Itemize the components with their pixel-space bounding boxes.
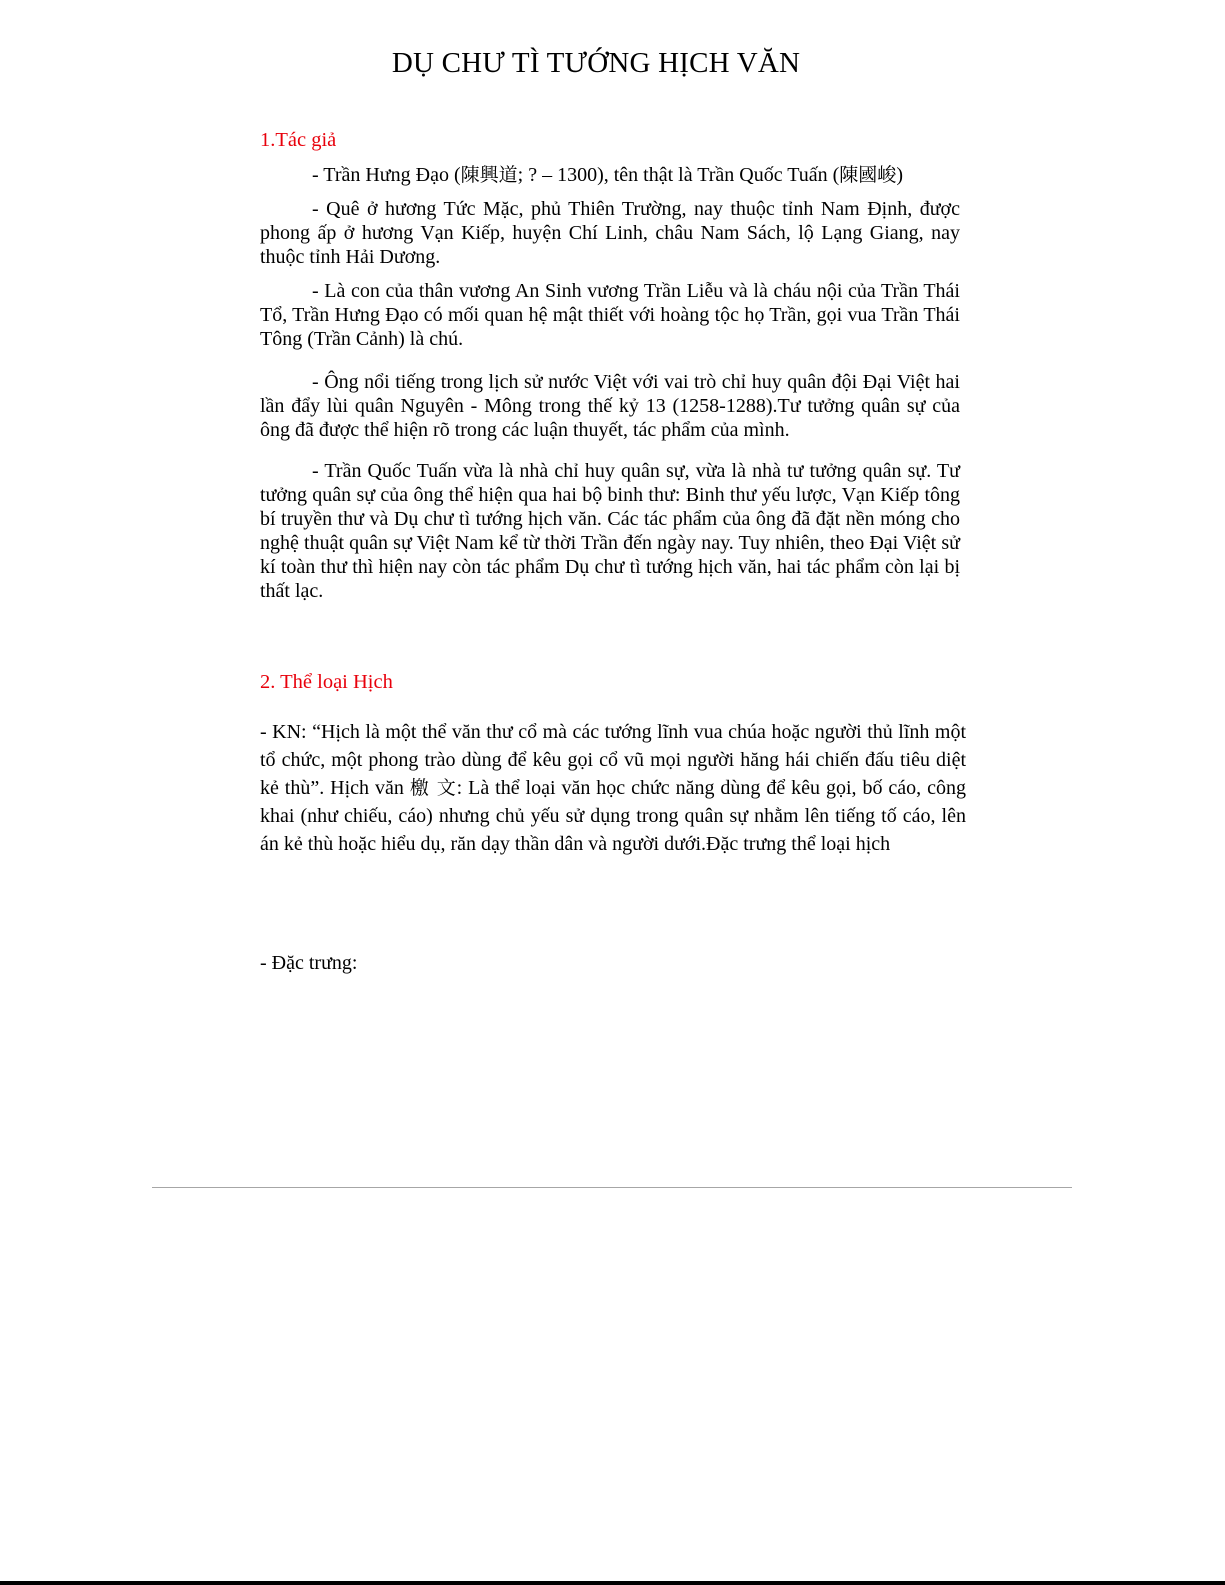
author-name-line — [260, 162, 1032, 188]
definition-paragraph — [260, 718, 966, 858]
hometown-paragraph: - Quê ở hương Tức Mặc, phủ Thiên Trường, nay thuộc tỉnh Nam Định, được phong ấp ở hương Vạn Kiếp, huyện Chí Linh, châu Nam Sách, lộ Lạng Giang, nay thuộc tỉnh Hải Dương. — [260, 198, 960, 268]
military-fame-paragraph: - Ông nổi tiếng trong lịch sử nước Việt với vai trò chỉ huy quân đội Đại Việt hai lần đẩy lùi quân Nguyên - Mông trong thế kỷ 13 (1258-1288).Tư tưởng quân sự của ông đã được thể hiện rõ trong các luận thuyết, tác phẩm của mình. — [260, 371, 960, 441]
definition-text-continued: : Là thể loại văn học chức năng dùng để kêu gọi, bố cáo, công khai (như chiếu, cáo) nhưng chủ yếu sử dụng trong quân sự nhằm lên tiếng tố cáo, lên án kẻ thù hoặc hiểu dụ, răn dạy thần dân và người dưới.Đặc trưng thể loại hịch — [260, 777, 966, 855]
lineage-paragraph: - Là con của thân vương An Sinh vương Trần Liễu và là cháu nội của Trần Thái Tổ, Trần Hưng Đạo có mối quan hệ mật thiết với hoàng tộc họ Trần, gọi vua Trần Thái Tông (Trần Cảnh) là chú. — [260, 280, 960, 350]
document-title: DỤ CHƯ TÌ TƯỚNG HỊCH VĂN — [391, 47, 801, 79]
features-label: - Đặc trưng: — [260, 952, 358, 974]
page-divider — [152, 1187, 1072, 1188]
section-heading-genre: 2. Thể loại Hịch — [260, 671, 393, 693]
section-heading-author: 1.Tác giả — [260, 129, 337, 151]
author-name-text: - Trần Hưng Đạo ( — [312, 164, 461, 186]
hich-van-hanzi: 檄 文 — [409, 777, 457, 799]
author-life-text: ; ? – 1300), tên thật là Trần Quốc Tuấn ( — [517, 164, 840, 186]
definition-text: - KN: “Hịch là một thể văn thư cổ mà các tướng lĩnh vua chúa hoặc người thủ lĩnh một tổ chức, một phong trào dùng để kêu gọi cổ vũ mọi người hăng hái chiến đấu tiêu diệt kẻ thù”. Hịch văn — [260, 721, 966, 799]
author-realname-hanzi: 陳國峻 — [839, 164, 897, 186]
author-name-hanzi: 陳興道 — [460, 164, 518, 186]
works-paragraph: - Trần Quốc Tuấn vừa là nhà chỉ huy quân sự, vừa là nhà tư tưởng quân sự. Tư tưởng quân sự của ông thể hiện qua hai bộ binh thư: Binh thư yếu lược, Vạn Kiếp tông bí truyền thư và Dụ chư tì tướng hịch văn. Các tác phẩm của ông đã đặt nền móng cho nghệ thuật quân sự Việt Nam kể từ thời Trần đến ngày nay. Tuy nhiên, theo Đại Việt sử kí toàn thư thì hiện nay còn tác phẩm Dụ chư tì tướng hịch văn, hai tác phẩm còn lại bị thất lạc. — [260, 460, 960, 602]
author-line-close: ) — [896, 164, 903, 186]
bottom-border — [0, 1581, 1225, 1585]
